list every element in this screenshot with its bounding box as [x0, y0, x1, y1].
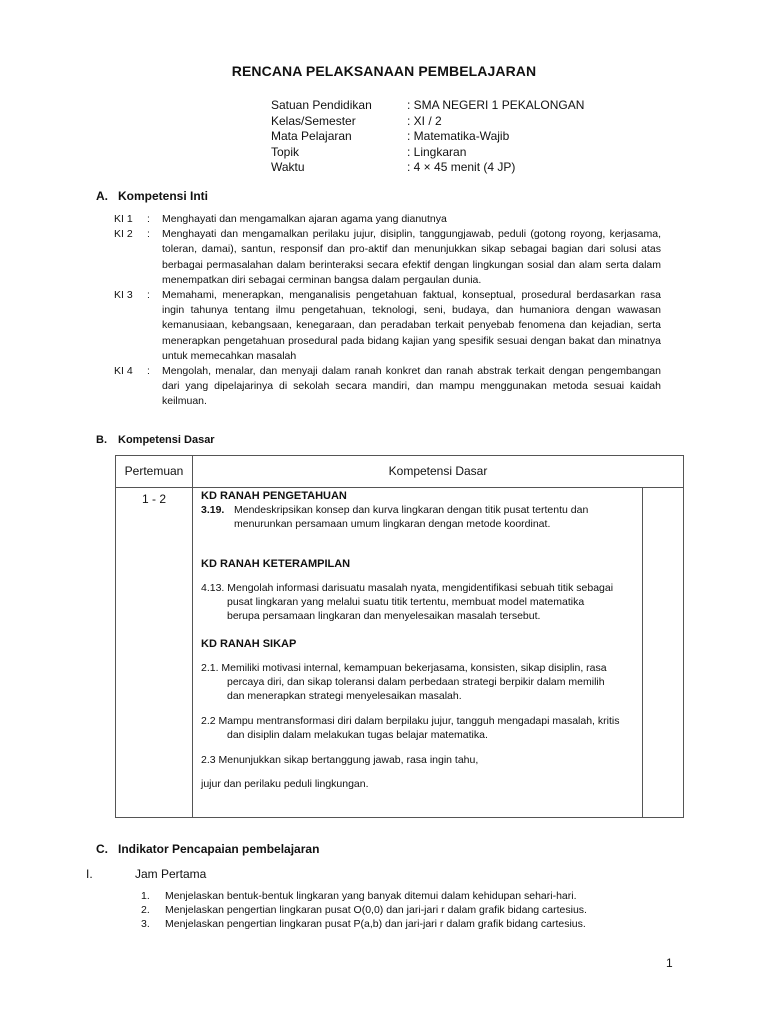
meta-key: Satuan Pendidikan — [271, 98, 372, 112]
meta-key: Kelas/Semester — [271, 113, 356, 128]
jam-label: Jam Pertama — [135, 867, 207, 881]
section-letter: A. — [96, 189, 108, 203]
section-title: Kompetensi Dasar — [118, 434, 215, 446]
ki-item — [114, 227, 661, 288]
page-number: 1 — [666, 956, 673, 970]
document-meta — [271, 98, 584, 176]
kd-number: 3.19. — [201, 504, 225, 516]
section-title: Kompetensi Inti — [118, 189, 209, 203]
kd-item-continuation: jujur dan perilaku peduli lingkungan. — [201, 778, 369, 790]
indikator-number: 1. — [141, 890, 150, 902]
meta-key: Topik — [271, 144, 300, 159]
table-column-divider — [192, 456, 193, 817]
section-letter: C. — [96, 842, 108, 856]
roman-numeral: I. — [86, 867, 93, 881]
kd-item — [201, 503, 636, 531]
ki-code: KI 2 — [114, 228, 133, 241]
meta-value: : XI / 2 — [407, 113, 442, 128]
kompetensi-dasar-table — [115, 455, 684, 818]
kd-item: 2.3 Menunjukkan sikap bertanggung jawab, rasa ingin tahu, — [201, 754, 479, 766]
kd-keterampilan-heading: KD RANAH KETERAMPILAN — [201, 558, 351, 570]
meta-value: : Lingkaran — [407, 144, 467, 159]
indikator-list — [141, 889, 587, 931]
kd-text: Mendeskripsikan konsep dan kurva lingkaran dengan titik pusat tertentu dan menurunkan persamaan umum lingkaran dengan metode koordinat. — [234, 504, 589, 530]
ki-separator: : — [147, 365, 150, 378]
meta-row — [271, 98, 584, 114]
kd-sikap-heading: KD RANAH SIKAP — [201, 638, 297, 650]
kompetensi-inti-list — [114, 212, 661, 410]
kd-pengetahuan-heading: KD RANAH PENGETAHUAN — [201, 490, 347, 502]
kd-item: 2.2 Mampu mentransformasi diri dalam berpilaku jujur, tangguh mengadapi masalah, kritis dan disiplin dalam melakukan tugas belajar matematika. — [201, 715, 620, 741]
section-a-heading — [96, 189, 208, 203]
ki-separator: : — [147, 228, 150, 241]
section-title: Indikator Pencapaian pembelajaran — [118, 842, 320, 856]
ki-code: KI 3 — [114, 289, 133, 302]
jam-heading — [86, 867, 206, 881]
ki-text: Menghayati dan mengamalkan ajaran agama yang dianutnya — [162, 213, 447, 225]
ki-separator: : — [147, 213, 150, 225]
ki-code: KI 4 — [114, 365, 133, 378]
column-header-kompetensi-dasar: Kompetensi Dasar — [388, 464, 488, 478]
ki-text: Memahami, menerapkan, menganalisis pengetahuan faktual, konseptual, prosedural berdasarkan rasa ingin tahunya tentang ilmu pengetahuan, teknologi, seni, budaya, dan humaniora dengan wawasan kemanusiaan, kebangsaan, kenegaraan, dan peradaban terkait penyebab fenomena dan kejadian, serta menerapkan pengetahuan prosedural pada bidang kajian yang spesifik sesuai dengan bakat dan minatnya untuk memecahkan masalah — [162, 289, 661, 362]
meta-key: Mata Pelajaran — [271, 129, 352, 143]
indikator-item — [141, 917, 587, 931]
table-column-divider — [642, 487, 643, 818]
ki-text: Mengolah, menalar, dan menyaji dalam ranah konkret dan ranah abstrak terkait dengan pengembangan dari yang dipelajarinya di sekolah secara mandiri, dan mampu menggunakan metoda sesuai kaidah keilmuan. — [162, 365, 661, 408]
ki-text: Menghayati dan mengamalkan perilaku jujur, disiplin, tanggungjawab, peduli (gotong royong, kerjasama, toleran, damai), santun, responsif dan pro-aktif dan menunjukkan sikap sebagai bagian dari solusi atas berbagai permasalahan dalam berinteraksi secara efektif dengan lingkungan sosial dan alam serta dalam menempatkan diri sebagai cerminan bangsa dalam pergaulan dunia. — [162, 228, 661, 286]
meta-key: Waktu — [271, 160, 305, 174]
ki-item — [114, 212, 661, 227]
ki-separator: : — [147, 289, 150, 302]
section-b-heading — [96, 434, 215, 446]
indikator-text: Menjelaskan pengertian lingkaran pusat P(a,b) dan jari-jari r dalam grafik bidang cartesius. — [165, 918, 586, 930]
column-header-pertemuan: Pertemuan — [124, 464, 184, 478]
meta-value: : 4 × 45 menit (4 JP) — [407, 160, 516, 174]
indikator-item — [141, 889, 587, 903]
meta-row — [271, 160, 584, 176]
kd-item: 4.13. Mengolah informasi darisuatu masalah nyata, mengidentifikasi sebuah titik sebagai pusat lingkaran yang melalui suatu titik tertentu, membuat model matematika berupa persamaan lingkaran dan menyelesaikan masalah tersebut. — [201, 582, 614, 622]
document-title: RENCANA PELAKSANAAN PEMBELAJARAN — [231, 63, 537, 79]
meta-row — [271, 114, 584, 130]
section-letter: B. — [96, 434, 107, 446]
kd-item: 2.1. Memiliki motivasi internal, kemampuan bekerjasama, konsisten, sikap disiplin, rasa percaya diri, dan sikap toleransi dalam perbedaan strategi berpikir dalam memilih dan menerapkan strategi menyelesaikan masalah. — [201, 662, 607, 702]
indikator-number: 2. — [141, 904, 150, 916]
ki-code: KI 1 — [114, 213, 133, 225]
cell-kompetensi-dasar — [201, 489, 636, 791]
meta-value: : SMA NEGERI 1 PEKALONGAN — [407, 98, 585, 112]
meta-row — [271, 145, 584, 161]
indikator-text: Menjelaskan bentuk-bentuk lingkaran yang banyak ditemui dalam kehidupan sehari-hari. — [165, 890, 577, 902]
indikator-item — [141, 903, 587, 917]
ki-item — [114, 364, 661, 410]
meta-row — [271, 129, 584, 145]
ki-item — [114, 288, 661, 364]
meta-value: : Matematika-Wajib — [407, 129, 510, 143]
section-c-heading — [96, 842, 319, 856]
cell-pertemuan: 1 - 2 — [141, 492, 166, 506]
indikator-text: Menjelaskan pengertian lingkaran pusat O(0,0) dan jari-jari r dalam grafik bidang cartesius. — [165, 904, 587, 916]
indikator-number: 3. — [141, 918, 150, 930]
